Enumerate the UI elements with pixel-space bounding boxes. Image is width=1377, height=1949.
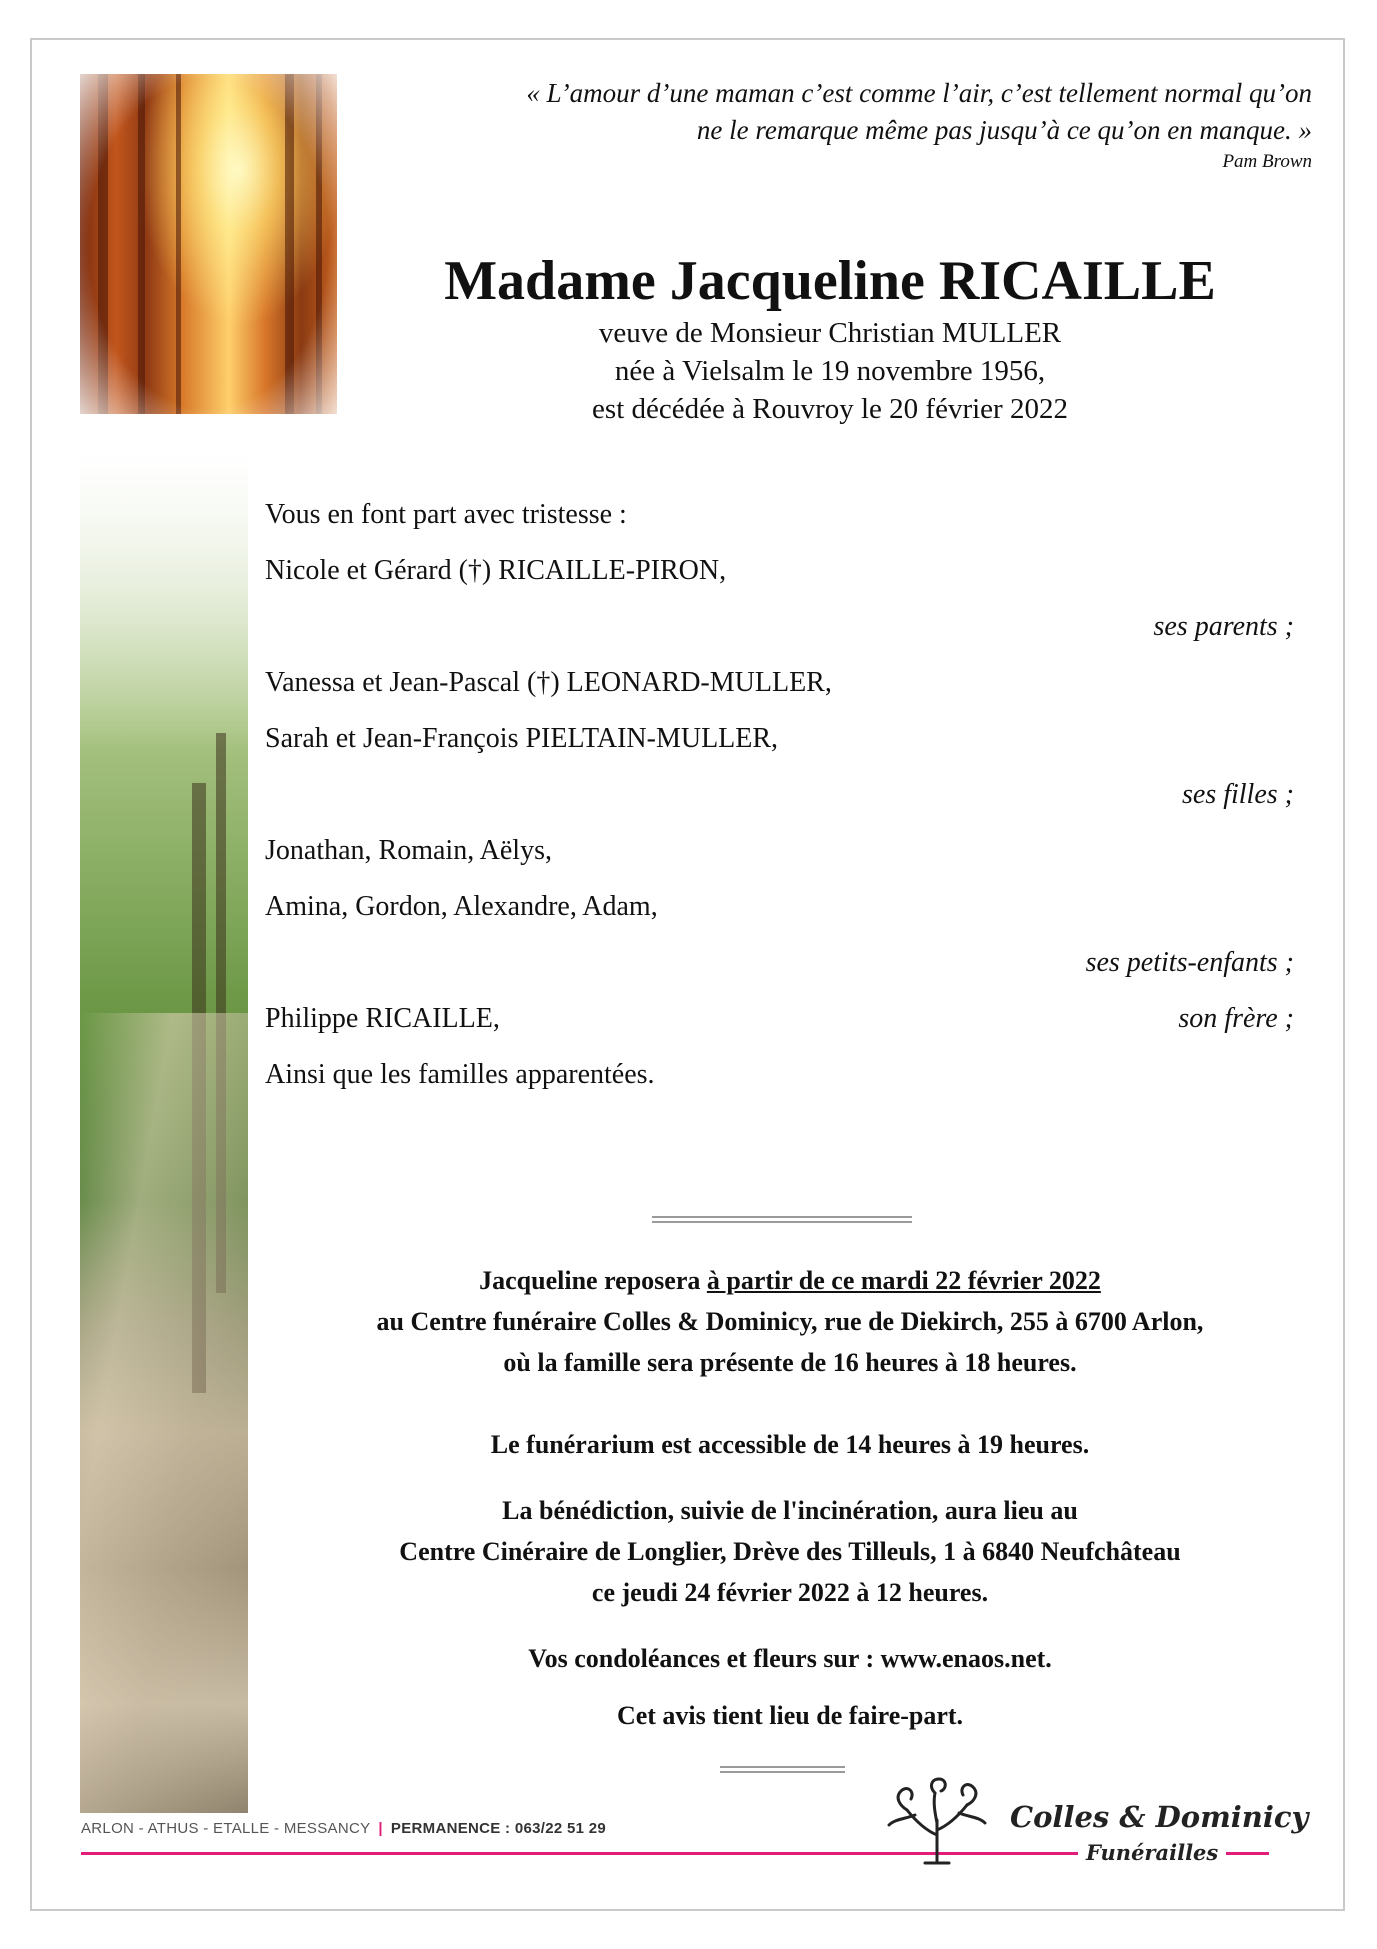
brother-line: Philippe RICAILLE, bbox=[265, 1003, 500, 1034]
parents-label: ses parents ; bbox=[1153, 611, 1294, 642]
rest-hours: où la famille sera présente de 16 heures à 18 heures. bbox=[503, 1348, 1077, 1377]
deceased-name: Madame Jacqueline RICAILLE bbox=[444, 250, 1216, 312]
widow-of: veuve de Monsieur Christian MULLER bbox=[598, 317, 1062, 349]
brother-label: son frère ; bbox=[1178, 1003, 1294, 1034]
access-hours: Le funérarium est accessible de 14 heures à 19 heures. bbox=[490, 1430, 1090, 1459]
rest-prefix: Jacqueline reposera bbox=[479, 1266, 707, 1295]
parents-line: Nicole et Gérard (†) RICAILLE-PIRON, bbox=[265, 555, 727, 586]
notice-line: Cet avis tient lieu de faire-part. bbox=[616, 1701, 964, 1730]
other-families: Ainsi que les familles apparentées. bbox=[265, 1059, 655, 1090]
quote-line-2: ne le remarque même pas jusqu’à ce qu’on en manque. » bbox=[696, 115, 1312, 145]
quote-line-1: « L’amour d’une maman c’est comme l’air, c’est tellement normal qu’on bbox=[526, 78, 1312, 108]
footer-permanence: PERMANENCE : 063/22 51 29 bbox=[390, 1820, 606, 1837]
divider-bottom bbox=[720, 1766, 845, 1773]
ceremony-line-3: ce jeudi 24 février 2022 à 12 heures. bbox=[591, 1578, 989, 1607]
condolences-line: Vos condoléances et fleurs sur : www.enaos.net. bbox=[528, 1644, 1052, 1673]
family-intro: Vous en font part avec tristesse : bbox=[265, 499, 627, 530]
death-info: est décédée à Rouvroy le 20 février 2022 bbox=[592, 393, 1068, 425]
footer-locations: ARLON - ATHUS - ETALLE - MESSANCY bbox=[81, 1820, 371, 1837]
footer-accent-line bbox=[81, 1852, 1157, 1855]
quote-author: Pam Brown bbox=[1222, 151, 1312, 172]
brand-name: Colles & Dominicy bbox=[1010, 1800, 1309, 1834]
brand-subtitle: Funérailles bbox=[1078, 1840, 1226, 1865]
ceremony-line-1: La bénédiction, suivie de l'incinération, aura lieu au bbox=[502, 1496, 1078, 1525]
divider-top bbox=[652, 1216, 912, 1223]
footer-locations-bar bbox=[81, 1820, 606, 1837]
footer-separator: | bbox=[378, 1820, 383, 1837]
rest-date-line bbox=[290, 1260, 1290, 1301]
tree-logo-icon bbox=[885, 1775, 990, 1865]
daughter-line-2: Sarah et Jean-François PIELTAIN-MULLER, bbox=[265, 723, 779, 754]
birth-info: née à Vielsalm le 19 novembre 1956, bbox=[614, 355, 1046, 387]
rest-place: au Centre funéraire Colles & Dominicy, rue de Diekirch, 255 à 6700 Arlon, bbox=[376, 1307, 1204, 1336]
grandchildren-line-2: Amina, Gordon, Alexandre, Adam, bbox=[265, 891, 658, 922]
daughter-line-1: Vanessa et Jean-Pascal (†) LEONARD-MULLER, bbox=[265, 667, 832, 698]
grandchildren-label: ses petits-enfants ; bbox=[1085, 947, 1294, 978]
grandchildren-line-1: Jonathan, Romain, Aëlys, bbox=[265, 835, 552, 866]
ceremony-line-2: Centre Cinéraire de Longlier, Drève des Tilleuls, 1 à 6840 Neufchâteau bbox=[399, 1537, 1181, 1566]
forest-path-photo bbox=[80, 453, 248, 1813]
rest-date: à partir de ce mardi 22 février 2022 bbox=[706, 1266, 1101, 1295]
autumn-forest-photo bbox=[80, 74, 337, 414]
daughters-label: ses filles ; bbox=[1182, 779, 1294, 810]
